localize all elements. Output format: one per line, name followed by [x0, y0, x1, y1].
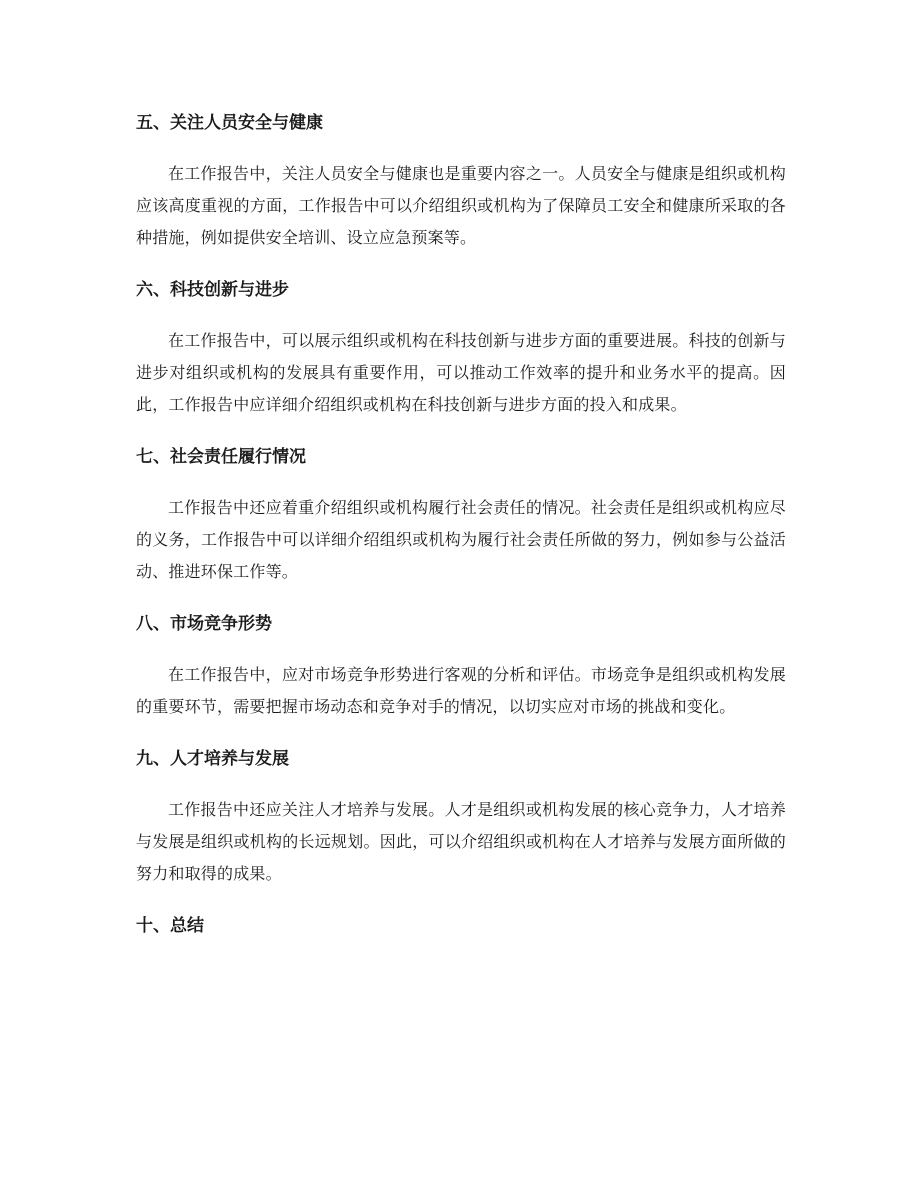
section-market-competition: [136, 609, 786, 723]
section-social-responsibility: [136, 442, 786, 588]
section-heading: 九、人才培养与发展: [136, 749, 289, 769]
section-heading: 八、市场竞争形势: [136, 614, 272, 634]
section-heading: 六、科技创新与进步: [136, 280, 289, 300]
section-heading: 五、关注人员安全与健康: [136, 113, 323, 133]
section-paragraph: 在工作报告中，可以展示组织或机构在科技创新与进步方面的重要进展。科技的创新与进步对组织或机构的发展具有重要作用，可以推动工作效率的提升和业务水平的提高。因此，工作报告中应详细介绍组织或机构在科技创新与进步方面的投入和成果。: [136, 331, 786, 414]
section-paragraph: 工作报告中还应关注人才培养与发展。人才是组织或机构发展的核心竞争力，人才培养与发展是组织或机构的长远规划。因此，可以介绍组织或机构在人才培养与发展方面所做的努力和取得的成果。: [136, 800, 786, 883]
section-paragraph: 在工作报告中，关注人员安全与健康也是重要内容之一。人员安全与健康是组织或机构应该高度重视的方面，工作报告中可以介绍组织或机构为了保障员工安全和健康所采取的各种措施，例如提供安全培训、设立应急预案等。: [136, 164, 786, 247]
section-summary: [136, 911, 786, 941]
section-paragraph: 工作报告中还应着重介绍组织或机构履行社会责任的情况。社会责任是组织或机构应尽的义务，工作报告中可以详细介绍组织或机构为履行社会责任所做的努力，例如参与公益活动、推进环保工作等。: [136, 498, 786, 581]
section-paragraph: 在工作报告中，应对市场竞争形势进行客观的分析和评估。市场竞争是组织或机构发展的重要环节，需要把握市场动态和竞争对手的情况，以切实应对市场的挑战和变化。: [136, 665, 786, 716]
section-personnel-safety: [136, 108, 786, 254]
section-talent-development: [136, 744, 786, 890]
section-tech-innovation: [136, 275, 786, 421]
section-heading: 十、总结: [136, 916, 204, 936]
document-page: [136, 108, 786, 941]
section-heading: 七、社会责任履行情况: [136, 447, 306, 467]
